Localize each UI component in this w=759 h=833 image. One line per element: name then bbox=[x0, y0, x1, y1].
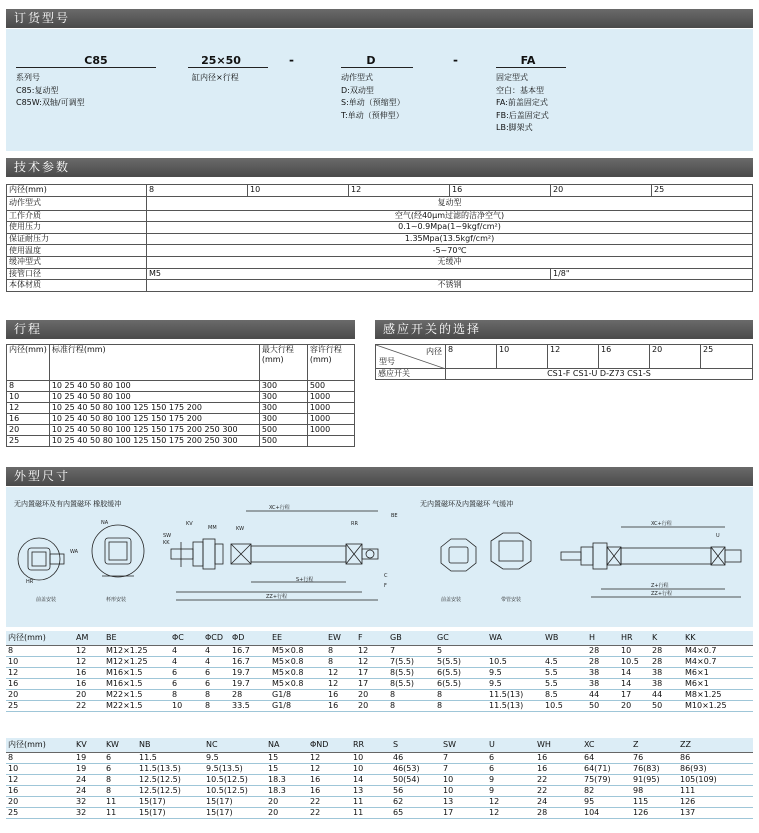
sensor-diag-cell: 内径 型号 bbox=[376, 345, 446, 369]
svg-text:BE: BE bbox=[391, 513, 398, 519]
svg-text:杯形安装: 杯形安装 bbox=[106, 597, 127, 603]
table-row: 16 24 8 12.5(12.5) 10.5(12.5) 18.3 16 13 56 10 9 22 82 98 111 bbox=[6, 785, 753, 796]
table-row: 25 22 M22×1.5 10 8 33.5 G1/8 16 20 8 8 11.5(13) 10.5 50 20 50 M10×1.25 bbox=[6, 700, 753, 711]
section-order: 订货型号 bbox=[6, 9, 753, 28]
table-row: 25 32 11 15(17) 15(17) 20 22 11 65 17 12 28 104 126 137 bbox=[6, 807, 753, 818]
code-action: D bbox=[366, 54, 376, 67]
svg-text:带管安装: 带管安装 bbox=[501, 597, 522, 603]
dimension-table-1: 内径(mm) AM BE ΦC ΦCD ΦD EE EW F GB GC WA WB H HR K KK 8 12 M12×1.25 4 4 16.7 M5×0.8 8 12 7 5 28 10 28 M4×0.7 10 12 M12×1.25 4 4 16.7 M5×0.8 8 12 7(5.5) 5(5.5) 10.5 4.5 28 10.5 28 M4×0.7 12 16 M16×1.5 6 6 19.7 M5×0.8 12 17 8(5.5) 6(5.5) 9.5 5.5 38 14 38 M6×1 16 16 M16×1.5 6 6 19.7 M5×0.8 12 17 8(5.5) 6(5.5) 9.5 5.5 38 14 38 M6×1 20 20 M22×1.5 8 8 28 G1/8 16 20 8 8 11.5(13) 8.5 44 17 44 M8×1.25 25 22 M22×1.5 10 8 33.5 G1/8 16 20 8 8 11.5(13) 10.5 50 20 50 M10×1.25 bbox=[6, 631, 753, 712]
code-dash-1: - bbox=[289, 53, 294, 67]
series-list: 系列号 C85:复动型 C85W:双轴/可调型 bbox=[16, 73, 85, 107]
outline-panel bbox=[6, 487, 753, 627]
table-row: 8 19 6 11.5 9.5 15 12 10 46 7 6 16 64 76 86 bbox=[6, 752, 753, 763]
svg-text:KK: KK bbox=[163, 540, 170, 546]
order-panel bbox=[6, 29, 753, 151]
svg-text:MM: MM bbox=[208, 525, 217, 531]
right-drawing-title: 无内置磁环及内置磁环 气缓冲 bbox=[420, 500, 514, 508]
left-cylinder-drawing bbox=[6, 497, 406, 622]
code-bore: 25×50 bbox=[201, 54, 241, 67]
svg-text:Z+行程: Z+行程 bbox=[651, 583, 669, 589]
section-outline: 外型尺寸 bbox=[6, 467, 753, 486]
right-cylinder-drawing bbox=[411, 497, 751, 622]
left-drawing-title: 无内置磁环及有内置磁环 橡胶缓冲 bbox=[14, 500, 122, 508]
svg-text:WA: WA bbox=[70, 549, 79, 555]
svg-text:XC+行程: XC+行程 bbox=[651, 521, 672, 527]
svg-text:C: C bbox=[384, 573, 388, 579]
table-row: 8 12 M12×1.25 4 4 16.7 M5×0.8 8 12 7 5 28 10 28 M4×0.7 bbox=[6, 645, 753, 656]
section-stroke: 行程 bbox=[6, 320, 355, 339]
stroke-table: 内径(mm) 标准行程(mm) 最大行程 (mm) 容许行程 (mm) 8 10 25 40 50 80 100 300 500 10 10 25 40 50 80 100 300 1000 12 10 25 40 50 80 100 125 150 175 200 300 1000 16 10 25 40 50 80 100 125 150 175 200 300 1000 20 10 25 40 50 80 100 125 150 175 200 250 300 500 1000 25 10 25 40 50 80 100 125 150 175 200 250 300 500 bbox=[6, 344, 355, 447]
svg-text:KV: KV bbox=[186, 521, 193, 527]
svg-text:XC+行程: XC+行程 bbox=[269, 505, 290, 511]
table-row: 12 16 M16×1.5 6 6 19.7 M5×0.8 12 17 8(5.5) 6(5.5) 9.5 5.5 38 14 38 M6×1 bbox=[6, 667, 753, 678]
svg-text:SW: SW bbox=[163, 533, 172, 539]
tech-table: 内径(mm) 8 10 12 16 20 25 动作型式 复动型 工作介质 空气(经40μm过滤的洁净空气) 使用压力 0.1~0.9Mpa(1~9kgf/cm²) 保证耐压力 1.35Mpa(13.5kgf/cm²) 使用温度 -5~70℃ 缓冲型式 无缓冲 接管口径 M5 1/8" 本体材质 不锈钢 bbox=[6, 184, 753, 292]
svg-text:前盖安装: 前盖安装 bbox=[36, 597, 57, 603]
svg-text:前盖安装: 前盖安装 bbox=[441, 597, 462, 603]
dimension-table-2: 内径(mm) KV KW NB NC NA ΦND RR S SW U WH XC Z ZZ 8 19 6 11.5 9.5 15 12 10 46 7 6 16 64 76 86 10 19 6 11.5(13.5) 9.5(13.5) 15 12 10 46(53) 7 6 16 64(71) 76(83) 86(93) 12 24 8 12.5(12.5) 10.5(12.5) 18.3 16 14 50(54) 10 9 22 75(79) 91(95) 105(109) 16 24 8 12.5(12.5) 10.5(12.5) 18.3 16 13 56 10 9 22 82 98 111 20 32 11 15(17) 15(17) 20 22 11 62 13 12 24 95 115 126 25 32 11 15(17) 15(17) 20 22 11 65 17 12 28 104 126 137 bbox=[6, 738, 753, 819]
svg-text:ZZ+行程: ZZ+行程 bbox=[266, 594, 288, 600]
svg-text:NA: NA bbox=[101, 520, 109, 526]
code-dash-2: - bbox=[453, 53, 458, 67]
table-row: 20 20 M22×1.5 8 8 28 G1/8 16 20 8 8 11.5(13) 8.5 44 17 44 M8×1.25 bbox=[6, 689, 753, 700]
sensor-table: 内径 型号 8 10 12 16 20 25 感应开关 CS1-F CS1-U D-Z73 CS1-S bbox=[375, 344, 753, 380]
bore-list: 缸内径×行程 bbox=[192, 73, 239, 82]
table-row: 12 24 8 12.5(12.5) 10.5(12.5) 18.3 16 14 50(54) 10 9 22 75(79) 91(95) 105(109) bbox=[6, 774, 753, 785]
svg-text:S+行程: S+行程 bbox=[296, 577, 314, 583]
table-row: 20 32 11 15(17) 15(17) 20 22 11 62 13 12 24 95 115 126 bbox=[6, 796, 753, 807]
svg-text:U: U bbox=[716, 533, 720, 539]
svg-text:HR: HR bbox=[26, 579, 34, 585]
mount-list: 固定型式 空白：基本型 FA:前盖固定式 FB:后盖固定式 LB:脚架式 bbox=[496, 73, 549, 132]
section-sensor: 感应开关的选择 bbox=[375, 320, 753, 339]
table-row: 10 12 M12×1.25 4 4 16.7 M5×0.8 8 12 7(5.5) 5(5.5) 10.5 4.5 28 10.5 28 M4×0.7 bbox=[6, 656, 753, 667]
svg-text:KW: KW bbox=[236, 526, 245, 532]
section-tech: 技术参数 bbox=[6, 158, 753, 177]
svg-text:RR: RR bbox=[351, 521, 358, 527]
code-mount: FA bbox=[520, 54, 536, 67]
table-row: 10 19 6 11.5(13.5) 9.5(13.5) 15 12 10 46(53) 7 6 16 64(71) 76(83) 86(93) bbox=[6, 763, 753, 774]
svg-text:F: F bbox=[384, 583, 387, 589]
svg-text:ZZ+行程: ZZ+行程 bbox=[651, 591, 673, 597]
code-series: C85 bbox=[84, 54, 108, 67]
table-row: 16 16 M16×1.5 6 6 19.7 M5×0.8 12 17 8(5.5) 6(5.5) 9.5 5.5 38 14 38 M6×1 bbox=[6, 678, 753, 689]
action-list: 动作型式 D:双动型 S:单动（预缩型） T:单动（预伸型） bbox=[341, 73, 405, 120]
